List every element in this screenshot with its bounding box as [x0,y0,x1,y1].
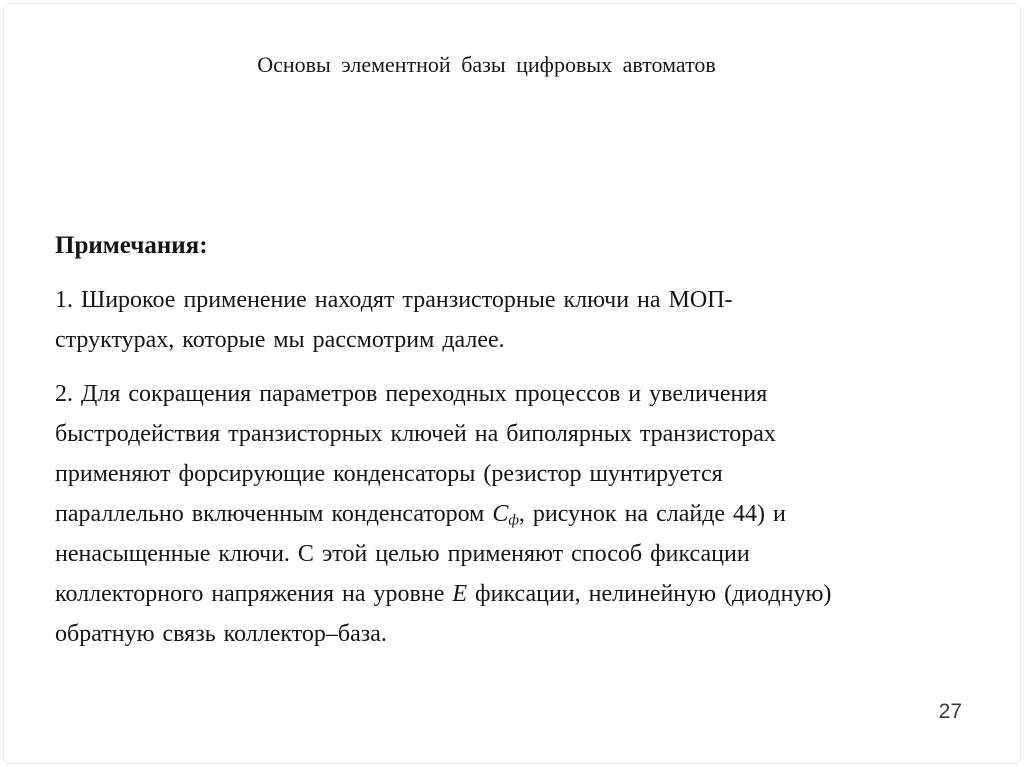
text-line [55,374,985,414]
notes-paragraphs [55,280,985,654]
slide-title: Основы элементной базы цифровых автоматов [257,52,716,77]
text-segment: , рисунок на слайде 44) и [518,501,786,527]
text-line [55,280,985,320]
formula-symbol: C [492,501,509,527]
text-segment: параллельно включенным конденсатором [55,501,493,527]
text-segment: фиксации, нелинейную (диодную) [467,581,832,607]
text-line [55,494,985,534]
text-line [55,574,985,614]
text-line [55,534,985,574]
text-segment: 1. Широкое применение находят транзисторные ключи на МОП- [55,287,733,313]
text-segment: коллекторного напряжения на уровне [55,581,453,607]
text-segment: применяют форсирующие конденсаторы (резистор шунтируется [55,461,723,487]
text-segment: обратную связь коллектор–база. [55,621,387,647]
formula-symbol: ф [508,512,519,529]
notes-heading: Примечания: [55,232,208,259]
paragraph [55,374,985,654]
text-segment: ненасыщенные ключи. С этой целью применяют способ фиксации [55,541,750,567]
slide-body [55,226,985,654]
text-segment: быстродействия транзисторных ключей на биполярных транзисторах [55,421,776,447]
text-segment: 2. Для сокращения параметров переходных процессов и увеличения [55,381,768,407]
text-segment: структурах, которые мы рассмотрим далее. [55,327,505,353]
paragraph [55,280,985,360]
formula-symbol: E [452,581,468,607]
text-line [55,454,985,494]
text-line [55,414,985,454]
text-line [55,614,985,654]
text-line [55,320,985,360]
page-number: 27 [938,700,962,723]
